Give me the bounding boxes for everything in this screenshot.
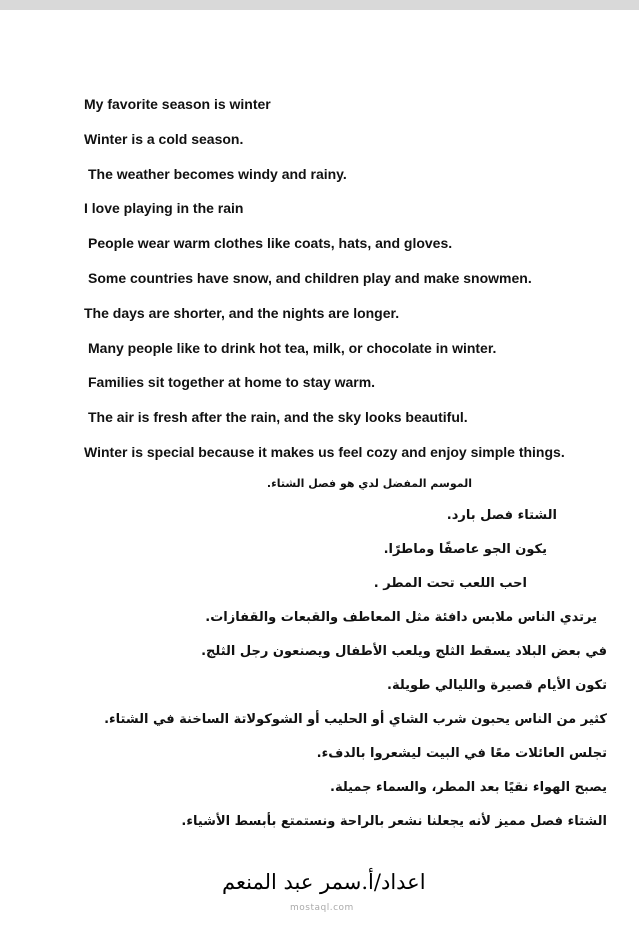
arabic-line: يكون الجو عاصفًا وماطرًا.	[383, 542, 547, 557]
english-line: Some countries have snow, and children play and make snowmen.	[88, 269, 532, 286]
arabic-line: في بعض البلاد يسقط الثلج ويلعب الأطفال ويصنعون رجل الثلج.	[201, 644, 607, 659]
arabic-line: تكون الأيام قصيرة والليالي طويلة.	[387, 678, 607, 693]
english-line: People wear warm clothes like coats, hats, and gloves.	[88, 235, 453, 252]
english-line: Families sit together at home to stay warm.	[88, 374, 376, 391]
arabic-line: الموسم المفضل لدي هو فصل الشتاء.	[266, 477, 472, 490]
arabic-line: كثير من الناس يحبون شرب الشاي أو الحليب أو الشوكولاتة الساخنة في الشتاء.	[104, 712, 607, 727]
arabic-line: يرتدي الناس ملابس دافئة مثل المعاطف والقبعات والقفازات.	[205, 610, 597, 625]
english-line: Winter is special because it makes us feel cozy and enjoy simple things.	[84, 443, 565, 460]
english-line: The days are shorter, and the nights are longer.	[84, 304, 400, 321]
english-line: Winter is a cold season.	[84, 130, 244, 147]
english-line: My favorite season is winter	[84, 96, 271, 112]
english-line: I love playing in the rain	[84, 200, 244, 217]
english-line: Many people like to drink hot tea, milk, or chocolate in winter.	[88, 339, 497, 356]
arabic-line: الشتاء فصل بارد.	[446, 508, 557, 523]
watermark: mostaql.com	[290, 903, 354, 913]
arabic-line: احب اللعب تحت المطر .	[373, 576, 527, 591]
arabic-paragraph	[47, 474, 607, 846]
english-paragraph	[84, 94, 624, 477]
top-scroll-bar	[0, 0, 639, 10]
arabic-line: يصبح الهواء نقيًا بعد المطر، والسماء جميلة.	[330, 780, 607, 795]
english-line: The air is fresh after the rain, and the sky looks beautiful.	[88, 409, 468, 426]
arabic-line: تجلس العائلات معًا في البيت ليشعروا بالدفء.	[316, 746, 607, 761]
arabic-line: الشتاء فصل مميز لأنه يجعلنا نشعر بالراحة ونستمتع بأبسط الأشياء.	[181, 814, 607, 829]
english-line: The weather becomes windy and rainy.	[88, 165, 347, 182]
author-credit: اعداد/أ.سمر عبد المنعم	[222, 870, 426, 894]
